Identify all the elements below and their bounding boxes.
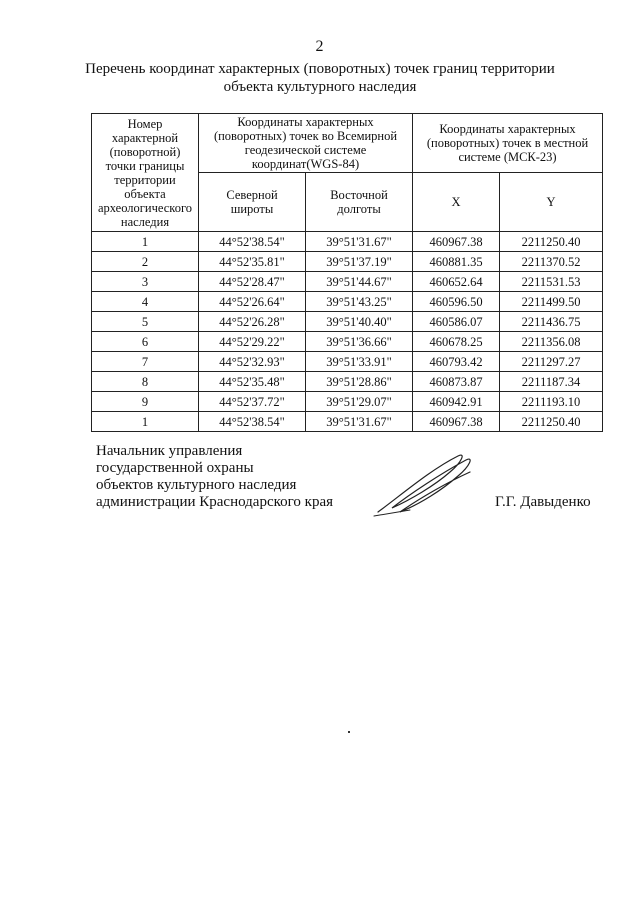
- signatory-position: [96, 443, 333, 511]
- longitude-cell: 39°51'31.67": [306, 412, 413, 432]
- latitude-cell: 44°52'37.72": [199, 392, 306, 412]
- y-cell: 2211531.53: [500, 272, 603, 292]
- header-north-latitude: Северной широты: [199, 173, 306, 232]
- position-line: Начальник управления: [96, 443, 243, 459]
- header-east-longitude: Восточной долготы: [306, 173, 413, 232]
- longitude-cell: 39°51'40.40": [306, 312, 413, 332]
- position-line: объектов культурного наследия: [96, 477, 297, 493]
- x-cell: 460967.38: [413, 232, 500, 252]
- x-cell: 460967.38: [413, 412, 500, 432]
- table-row: [92, 232, 603, 252]
- x-cell: 460881.35: [413, 252, 500, 272]
- page-number: 2: [315, 38, 324, 55]
- y-cell: 2211193.10: [500, 392, 603, 412]
- x-cell: 460942.91: [413, 392, 500, 412]
- point-number: 2: [92, 252, 199, 272]
- point-number: 7: [92, 352, 199, 372]
- y-cell: 2211370.52: [500, 252, 603, 272]
- longitude-cell: 39°51'33.91": [306, 352, 413, 372]
- point-number: 5: [92, 312, 199, 332]
- handwritten-signature: [370, 448, 480, 520]
- longitude-cell: 39°51'28.86": [306, 372, 413, 392]
- y-cell: 2211297.27: [500, 352, 603, 372]
- table-row: [92, 252, 603, 272]
- point-number: 1: [92, 232, 199, 252]
- table-row: [92, 372, 603, 392]
- latitude-cell: 44°52'29.22": [199, 332, 306, 352]
- point-number: 8: [92, 372, 199, 392]
- latitude-cell: 44°52'26.28": [199, 312, 306, 332]
- document-title: [60, 60, 580, 96]
- point-number: 9: [92, 392, 199, 412]
- latitude-cell: 44°52'32.93": [199, 352, 306, 372]
- longitude-cell: 39°51'36.66": [306, 332, 413, 352]
- point-number: 4: [92, 292, 199, 312]
- y-cell: 2211187.34: [500, 372, 603, 392]
- longitude-cell: 39°51'44.67": [306, 272, 413, 292]
- x-cell: 460793.42: [413, 352, 500, 372]
- coordinates-table: [91, 113, 603, 432]
- y-cell: 2211436.75: [500, 312, 603, 332]
- x-cell: 460873.87: [413, 372, 500, 392]
- x-cell: 460596.50: [413, 292, 500, 312]
- x-cell: 460586.07: [413, 312, 500, 332]
- table-row: [92, 392, 603, 412]
- longitude-cell: 39°51'43.25": [306, 292, 413, 312]
- table-row: [92, 352, 603, 372]
- table-row: [92, 272, 603, 292]
- y-cell: 2211499.50: [500, 292, 603, 312]
- y-cell: 2211250.40: [500, 412, 603, 432]
- point-number: 3: [92, 272, 199, 292]
- latitude-cell: 44°52'35.48": [199, 372, 306, 392]
- longitude-cell: 39°51'31.67": [306, 232, 413, 252]
- latitude-cell: 44°52'26.64": [199, 292, 306, 312]
- position-line: администрации Краснодарского края: [96, 494, 334, 510]
- latitude-cell: 44°52'28.47": [199, 272, 306, 292]
- header-point-number: Номер характерной (поворотной) точки границы территории объекта археологического наследия: [92, 114, 199, 232]
- stray-mark: [348, 731, 350, 733]
- header-y: Y: [500, 173, 603, 232]
- longitude-cell: 39°51'37.19": [306, 252, 413, 272]
- title-line-2: объекта культурного наследия: [223, 79, 417, 95]
- y-cell: 2211250.40: [500, 232, 603, 252]
- header-wgs84: Координаты характерных (поворотных) точек во Всемирной геодезической системе координат(WGS-84): [199, 114, 413, 173]
- x-cell: 460678.25: [413, 332, 500, 352]
- y-cell: 2211356.08: [500, 332, 603, 352]
- latitude-cell: 44°52'38.54": [199, 232, 306, 252]
- table-row: [92, 412, 603, 432]
- position-line: государственной охраны: [96, 460, 254, 476]
- title-line-1: Перечень координат характерных (поворотных) точек границ территории: [85, 61, 555, 77]
- point-number: 1: [92, 412, 199, 432]
- header-x: X: [413, 173, 500, 232]
- x-cell: 460652.64: [413, 272, 500, 292]
- signatory-name: Г.Г. Давыденко: [495, 494, 591, 510]
- longitude-cell: 39°51'29.07": [306, 392, 413, 412]
- table-row: [92, 312, 603, 332]
- header-msk23: Координаты характерных (поворотных) точек в местной системе (МСК-23): [413, 114, 603, 173]
- table-row: [92, 332, 603, 352]
- latitude-cell: 44°52'35.81": [199, 252, 306, 272]
- latitude-cell: 44°52'38.54": [199, 412, 306, 432]
- table-row: [92, 292, 603, 312]
- point-number: 6: [92, 332, 199, 352]
